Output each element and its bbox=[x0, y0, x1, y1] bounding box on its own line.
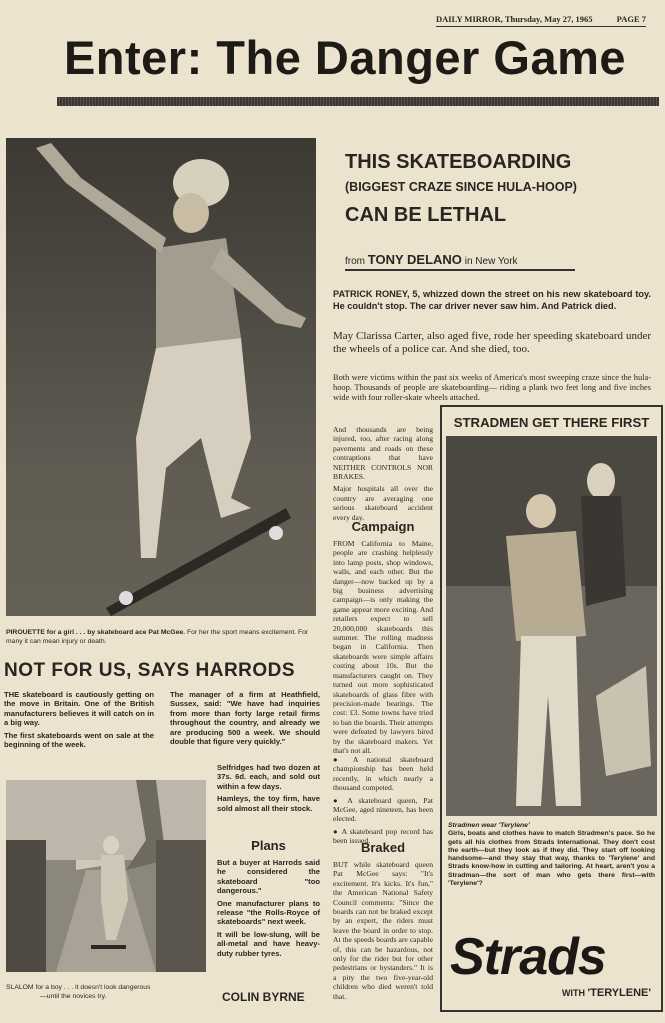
byline-from: from bbox=[345, 256, 365, 267]
ad-fabric: 'TERYLENE' bbox=[587, 987, 652, 999]
byline-where: in New York bbox=[464, 256, 518, 267]
story-lead: PATRICK RONEY, 5, whizzed down the street on his new skateboard toy. He couldn't stop. The car driver never saw him. And Patrick died. bbox=[333, 289, 651, 311]
harrods-col-3 bbox=[217, 763, 320, 816]
page-headline: Enter: The Danger Game bbox=[63, 31, 627, 84]
campaign-text: FROM California to Maine, people are crashing helplessly into lamp posts, shop windows, walls, and each other. But the danger—now backed up by a big business advertising campaign—is only making the game appear more exciting. And retailers expect to sell 20,000,000 skateboards this summer. The rolling madness began in California. Then skateboards were simple affairs costing about 10s. But the manufacturers caught on. They turned out more sophisticated skateboards of glass fibre with precision-made bearings. The cost: £3. Some towns have tried to ban the boards. Their attempts were defeated by lawyers hired by the skateboard makers. Yet that's not all. bbox=[333, 539, 433, 755]
stradmen-ad bbox=[440, 405, 663, 1012]
harrods-intro: THE skateboard is cautiously getting on the move in Britain. One of the British manufacturers believes it will catch on in a big way. bbox=[4, 690, 154, 728]
subhead-braked: Braked bbox=[360, 840, 406, 855]
story-col-narrow bbox=[333, 425, 433, 525]
bullet-3: ● A skateboard pop record has been issued. bbox=[333, 826, 433, 846]
bullet-2: ● A skateboard queen, Pat McGee, aged nineteen, has been elected. bbox=[333, 795, 433, 824]
harrods-byline: COLIN BYRNE bbox=[222, 990, 305, 1004]
subhead-campaign: Campaign bbox=[351, 519, 415, 534]
ad-copy: Girls, boats and clothes have to match Stradmen's pace. So he gets all his clothes from Strads International. They don't cost the earth—but they look as if they did. They start off looking handsome—and they stay that way, thanks to 'Terylene' and Strads know-how in cutting and tailoring. At heart, aren't you a Stradman—the sort of man who gets there first—with 'Terylene'? bbox=[448, 830, 655, 888]
pirouette-caption-rest: For her the sport means excitement. For many it can mean injury or death. bbox=[6, 629, 309, 645]
strads-logo: Strads bbox=[450, 928, 606, 986]
slalom-caption-line-1: SLALOM for a boy . . . it doesn't look dangerous bbox=[6, 984, 151, 991]
ad-with: WITH bbox=[562, 988, 585, 998]
plans-para-1: But a buyer at Harrods said he considered the skateboard "too dangerous." bbox=[217, 858, 320, 896]
harrods-col-2: The manager of a firm at Heathfield, Sussex, said: "We have had inquiries from more than forty large retail firms throughout the country, and already we are producing 500 a week. We should double that figure very quickly." bbox=[170, 690, 320, 747]
pirouette-caption-lead: PIROUETTE for a girl . . . by skateboard ace Pat McGee. bbox=[6, 629, 186, 636]
story-para-4: And thousands are being injured, too, after racing along pavements and roads on these contraptions that have NEITHER CONTROLS NOR BRAKES. bbox=[333, 425, 433, 482]
subhead-plans: Plans bbox=[251, 838, 286, 853]
story-para-2: May Clarissa Carter, also aged five, rode her speeding skateboard under the wheels of a police car. And she died, too. bbox=[333, 330, 651, 355]
slalom-caption bbox=[6, 983, 206, 1001]
byline-name: TONY DELANO bbox=[367, 252, 462, 267]
pirouette-photo bbox=[6, 138, 316, 616]
story-para-5: Major hospitals all over the country are averaging one serious skateboard accident every day. bbox=[333, 484, 433, 522]
plans-para-3: It will be low-slung, will be all-metal and have heavy-duty rubber tyres. bbox=[217, 929, 320, 958]
bullets bbox=[333, 755, 433, 849]
braked-text: BUT while skateboard queen Pat McGee says: "It's excitement. It's kicks. It's fun," the American National Safety Council comments: "Since the boards can not be braked except by an expert, the riders must leave the board in order to stop. At the speeds boards are capable of, this can be hazardous, not only for the rider but for other pedestrians or bystanders." It is a pity the two five-year-old children who died weren't told that. bbox=[333, 860, 433, 1001]
ad-tagline bbox=[562, 987, 651, 999]
masthead-paper: DAILY MIRROR, Thursday, May 27, 1965 bbox=[436, 14, 593, 24]
hamleys-text: Hamleys, the toy firm, have sold almost all their stock. bbox=[217, 794, 320, 813]
slalom-caption-line-2: —until the novices try. bbox=[40, 993, 107, 1000]
story-para-3-intro bbox=[333, 373, 651, 403]
bullet-1: ● A national skateboard championship has been held recently, in which nearly a thousand competed. bbox=[333, 755, 433, 793]
story-para-3: Both were victims within the past six weeks of America's most sweeping craze since the hula-hoop. Thousands of people are skateboarding— riding a plank two feet long and five inches wide with four roller-skate wheels attached. bbox=[333, 373, 651, 402]
story-title-2: (BIGGEST CRAZE SINCE HULA-HOOP) bbox=[345, 180, 577, 194]
masthead bbox=[436, 14, 646, 27]
story-title-3: CAN BE LETHAL bbox=[345, 204, 507, 226]
headline-rule bbox=[57, 97, 659, 106]
ad-title: STRADMEN GET THERE FIRST bbox=[453, 415, 650, 430]
story-title-1: THIS SKATEBOARDING bbox=[345, 151, 572, 173]
harrods-first-sale: The first skateboards went on sale at the beginning of the week. bbox=[4, 730, 154, 750]
ad-caption-head: Stradmen wear 'Terylene' bbox=[448, 822, 530, 829]
page-number: PAGE 7 bbox=[616, 14, 646, 24]
harrods-title: NOT FOR US, SAYS HARRODS bbox=[4, 660, 296, 681]
story-byline bbox=[345, 252, 575, 271]
slalom-photo bbox=[6, 780, 206, 972]
ad-copy-block bbox=[448, 822, 655, 888]
selfridges-text: Selfridges had two dozen at 37s. 6d. each, and sold out within a few days. bbox=[217, 763, 320, 791]
pirouette-caption bbox=[6, 628, 320, 646]
ad-photo bbox=[446, 436, 657, 816]
plans-text bbox=[217, 858, 320, 961]
plans-para-2: One manufacturer plans to release "the Rolls-Royce of skateboards" next week. bbox=[217, 898, 320, 927]
harrods-col-1 bbox=[4, 690, 154, 752]
